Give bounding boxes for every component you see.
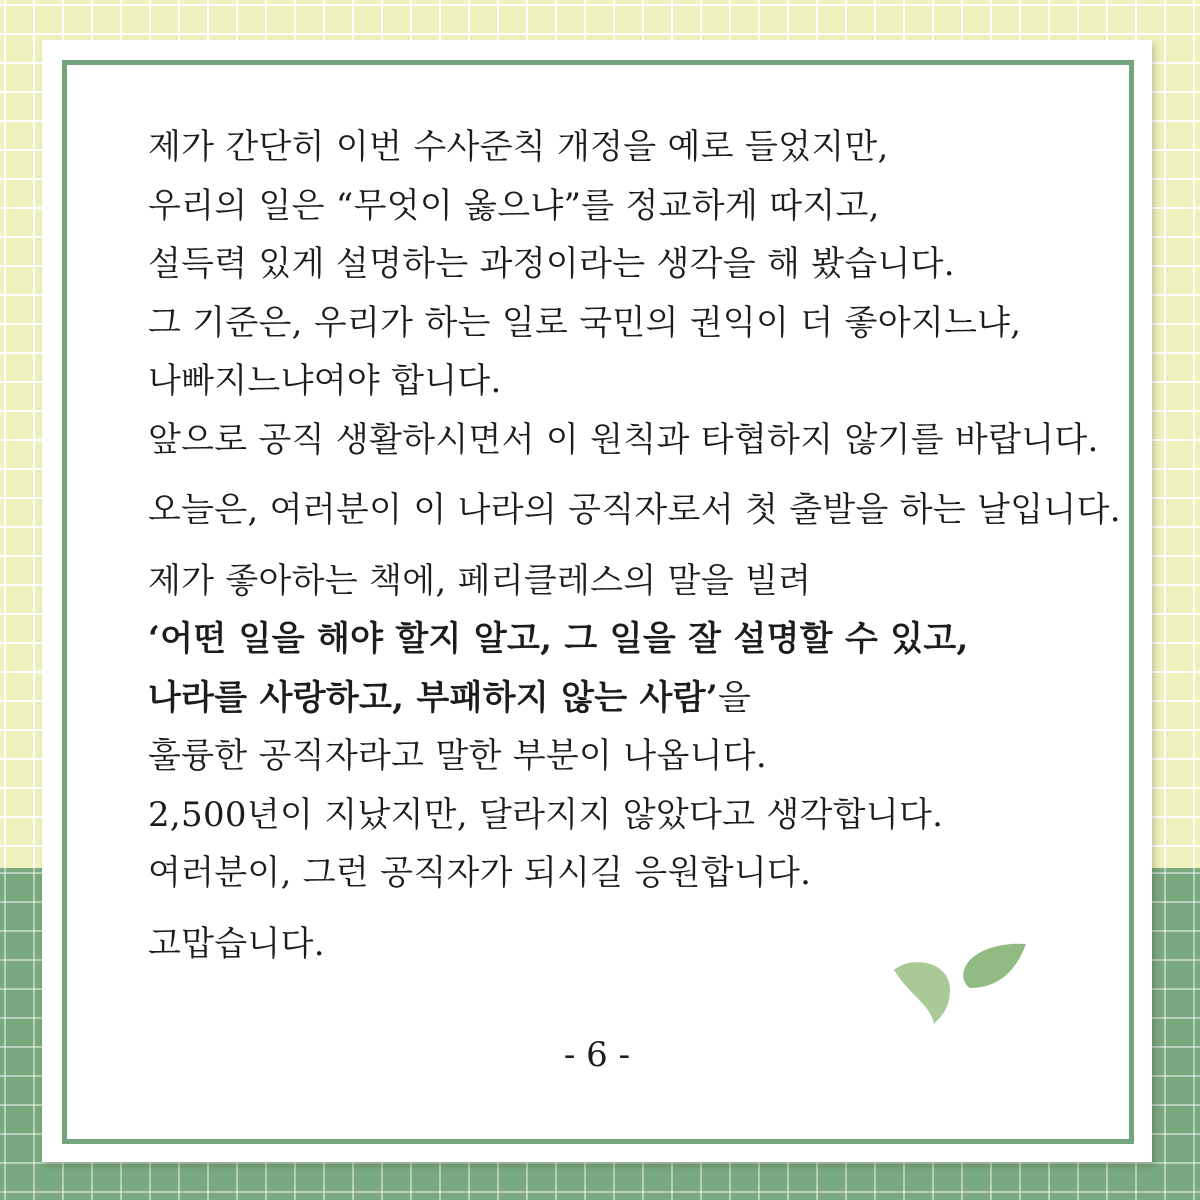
paragraph-3 <box>148 552 1108 903</box>
paragraph-1 <box>148 118 1108 469</box>
quote-line: ‘어떤 일을 해야 할지 알고, 그 일을 잘 설명할 수 있고, <box>148 619 969 659</box>
text-line: 앞으로 공직 생활하시면서 이 원칙과 타협하지 않기를 바랍니다. <box>148 419 1099 460</box>
text-line: 우리의 일은 “무엇이 옳으냐”를 정교하게 따지고, <box>148 185 880 226</box>
text-line: 제가 좋아하는 책에, 페리클레스의 말을 빌려 <box>148 560 812 601</box>
page-number: - 6 - <box>563 1035 631 1075</box>
left-leaf <box>894 962 950 1024</box>
text-line: 나빠지느냐여야 합니다. <box>148 361 502 401</box>
paragraph-2 <box>148 481 1121 540</box>
speech-text <box>148 118 1121 973</box>
quote-text: 나라를 사랑하고, 부패하지 않는 사람’ <box>148 677 718 718</box>
quote-suffix: 을 <box>717 677 752 718</box>
text-line: 제가 간단히 이번 수사준칙 개정을 예로 들었지만, <box>148 127 889 167</box>
page-card <box>42 40 1152 1162</box>
right-leaf <box>963 944 1026 988</box>
leaves-icon <box>890 938 1030 1028</box>
text-line: 훌륭한 공직자라고 말한 부분이 나옵니다. <box>148 736 767 776</box>
text-line: 여러분이, 그런 공직자가 되시길 응원합니다. <box>148 853 812 893</box>
text-line: 설득력 있게 설명하는 과정이라는 생각을 해 봤습니다. <box>148 244 955 284</box>
text-line: 2,500년이 지났지만, 달라지지 않았다고 생각합니다. <box>148 794 944 835</box>
text-line: 그 기준은, 우리가 하는 일로 국민의 권익이 더 좋아지느냐, <box>148 302 1022 343</box>
quote-line-with-suffix <box>148 669 1108 728</box>
text-line: 오늘은, 여러분이 이 나라의 공직자로서 첫 출발을 하는 날입니다. <box>148 490 1121 530</box>
closing-text: 고맙습니다. <box>148 923 325 964</box>
